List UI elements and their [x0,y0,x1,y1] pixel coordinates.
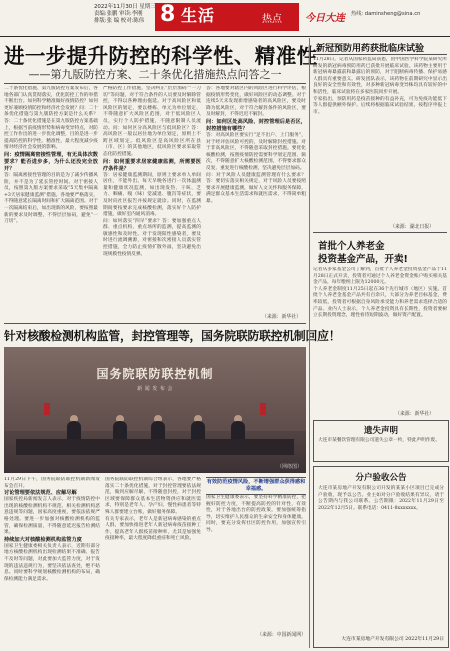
right-headline-1: 新冠预防用药获批临床试验 [316,44,425,54]
lead-body-5: 问：如何落实“四早”要求？答：要加强重点人群、重点机构、重点场所的监测，提高监测的敏感性和及时性。对于发现阳性感染者，要及时进行流调溯源，对密接和次密接人员落实管控措施，全力防止疫情扩散外溢，坚决避免出现规模性疫情反弹。 [103,218,201,257]
second-subhead-1: 讨论管理要依法规范、应解尽解 [4,490,77,497]
page-number: 8 [160,2,176,27]
second-intro: 11月29日下午，国务院联防联控机制新闻发布会召开。 [4,477,100,489]
speaker-figure [113,421,127,441]
lead-source: （来源：新华社） [262,314,302,320]
second-body-b: 国家卫生健康委相关负责人表示，近期有部分地方核酸检测机构出现检测结果不准确、报告不及时等问题，对此要加大监管力度，对于发现的违法违规行为，要坚决依法查处，绝不姑息。同时要科学规划核酸检测机构的布局，确保检测能力满足需求。 [4,543,100,582]
second-column-3 [206,477,306,649]
right-body-4: 个人养老金制度11月25日起在36个先行城市（地区）实施。首批个人养老金基金产品共有百余只，大部分为养老目标基金，费率较低，投资者可根据自身风险承受能力和养老需求选择合适的产品。业内人士表示，个人养老金投资具有长期性，投资者要树立长期投资理念，理性看待短期波动，做好资产配置。 [313,286,447,319]
layout-line: 排版:张 编 校对:陈伟 [94,18,145,24]
right-rule-1 [313,54,447,55]
lead-body-4: 答：居家健康监测期间，原则上要求单人单间居住，不能外出。每天早晚各进行一次体温测量和健康状况监测，如出现发热、干咳、乏力、咽痛、嗅（味）觉减退、腹泻等症状，要及时向社区报告并按规定就诊。同时，在监测期间要按要求完成核酸检测，落实好个人防护措施，做好室内通风消毒。 [103,172,201,218]
lead-question-1: 问：疫情隔离密接性管理，有无具体次数要求？能否进步多，为什么还没完全放开？ [4,151,98,172]
hotline: 热线: daminsheng@sina.cn [351,11,421,17]
section-name: 生活 [181,6,216,25]
editor-line: 责编:张鹏 审读:李刚 [94,11,143,17]
lead-subheadline: ——第九版防控方案、二十条优化措施热点问答之一 [28,68,282,81]
press-conference-photo [4,347,306,473]
right-rule-2 [313,232,447,233]
second-subhead-2: 持续加大对核酸检测机构监管力度 [4,536,82,543]
flag-icon [44,403,50,415]
flag-icon [260,403,266,415]
speaker-figure [191,421,205,441]
lead-body-3: 严格防控工作措施，坚决纠正“层层加码”“一刀切”等问题，对于符合条件的人员要及时解除管控，不得以各种理由拖延。对于高风险区和低风险区的划定，要以楼栋、单元为单位划定，不得随意扩大风险区范围，对于低风险区人员，实行个人防护措施，不随意限制人员流动。问：如何区分高风险区与低风险区？答：高风险区一般以居住地为单位划定，原则上不跨区域划定。低风险区是高风险区所在县（市、区）的其他地区，低风险区要求采取常态化防控措施。 [103,86,201,157]
page-header [0,0,450,37]
lead-column-3 [206,86,306,312]
second-column-1 [4,477,100,649]
right-source-1: （来源：湖北日报） [390,224,435,230]
lead-column-2 [103,86,201,321]
lost-notice-title: 遗失声明 [363,426,398,436]
lead-question-3: 问：如何区处高风险、封控管理后是否区，封控措施有哪些？ [206,118,306,132]
right-source-2: （来源：新华社） [395,411,435,417]
issue-date-info [94,4,156,25]
newspaper-logo [304,4,346,28]
second-highlight: 有效防范疫情风险，不断增强群众获得感和幸福感。 [206,477,306,495]
photo-backdrop-subtitle: 新 闻 发 布 会 [137,386,173,392]
speaker-figure [67,421,81,441]
photo-backdrop-title: 国务院联防联控机制 [96,367,214,381]
right-body-1: 11月28日，记者从国家药监局获悉，由中国医学科学院某研究所研发的新冠病毒预防用药已获批开展临床试验。该药物主要用于新冠病毒暴露前和暴露后的预防，对于阻断病毒传播、保护易感人群具有重要意义。研发团队表示，该药物在前期研究中显示出良好的安全性和有效性，对多种新冠病毒变异株均具有较好的中和活性，临床试验将在多家医院同步开展。 [313,57,447,95]
speaker-figure [231,421,245,441]
right-body-3: 记者从多家基金公司了解到，首批个人养老金投资基金产品于11月28日正式开卖，投资者可通过个人养老金资金账户购买相关基金产品，每年缴纳上限为12000元。 [313,267,447,286]
acceptance-notice-footer: 大连市某房地产开发有限公司 2022年11月29日 [341,636,444,642]
section-rule [4,323,306,324]
acceptance-notice-box [313,466,449,648]
section-tag: 热点 [262,14,282,25]
lead-body-1: 二十条优化措施、第九版防控方案发布后，各地各部门认真贯彻落实，优化防控工作的举措不断出台。如何科学精准做好疫情防控？如何更好兼顾疫情防控和经济社会发展？问：二十条优化措施与第九版防控方案是什么关系？答：二十条优化措施是在第九版防控方案基础上，根据当前疫情形势和病毒变异特点，对防控工作作出的进一步优化调整，目的是进一步提高防控的科学性、精准性，最大程度减少疫情对经济社会发展的影响。 [4,86,98,151]
acceptance-notice-title: 分户验收公告 [355,473,407,483]
column-divider [309,38,310,648]
right-headline-2b: 投资基金产品，开卖! [318,254,408,265]
speaker-figure [151,421,165,441]
logo-text: 今日大连 [305,13,345,24]
lead-headline: 进一步提升防控的科学性、精准性 [4,44,318,68]
second-body-d: 有关专家表示，老年人是新冠病毒感染的重点人群，要加快推进老年人新冠病毒疫苗接种工作，提高老年人群疫苗接种率，尤其是加强免疫接种率，最大程度降低重症和死亡风险。 [105,516,201,542]
second-headline: 针对核酸检测机构监管，封控管理等，国务院联防联控机制回应！ [4,329,341,343]
second-body-e: 国家卫生健康委表示，要坚持科学精准防控，把握好防控力度，不断提高防控的针对性、有效性，对于各地出台的防控政策，要加强统筹指导，切实维护人民群众的生命安全和身体健康。同时，要充分发挥社区防控作用，加强宣传引导。 [206,495,306,533]
second-body-a: 国家疾控局新闻发言人表示，对于疫情防控中出现的核酸检测机构不规范、相关检测机构恶意违规等问题，国家高度重视，要依法依规严格处理。要进一步加强对核酸检测机构的监管，确保检测质量，不得随意延迟报告检测结果。 [4,497,100,536]
second-body-c: 国务院联防联控机制综合组表示，各地要严格落实二十条优化措施，对于封控管理要依法规范，做到应解尽解，不得随意封控，对于封控区域要保障群众基本生活物资供应和就医需求，特别是老年人、孕产妇、慢性病患者等特殊人群要建立台账，做好服务保障。 [105,477,201,515]
acceptance-notice-body: 大连市某房地产开发有限公司开发的某某小区项目已完成分户验收，现予以公告。业主如对分户验收结果有异议，请于公告期内与我公司联系。公告期限：2022年11月29日至2022年12月5日。联系电话：0411-8xxxxxxx。 [318,486,444,511]
right-article-2-body [313,267,447,409]
second-column-2 [105,477,201,649]
lead-rule [4,83,306,84]
press-desk [16,439,294,455]
right-article-1-body [313,57,447,221]
lead-body-7: 答：对高风险区要实行“足不出户、上门服务”，对于经评估风险可控的，及时解除封控措施。对于非高风险区，不得随意采取封控措施。要优化核酸检测，按照疫情防控需要科学划定范围、频次，不得随意扩大核酸检测范围，不得要求群众反复、重复进行核酸检测，坚决避免层层加码。 [206,132,306,171]
lead-question-2: 问：如何重要求居家健康监测，所需要医疗条件是？ [103,158,201,172]
lost-notice-body: 大连市某餐饮管理有限公司遗失公章一枚，特此声明作废。 [318,438,440,443]
right-body-2: 专家指出，预防用药是疫苗接种的有益补充，可为免疫功能低下等人群提供额外保护。后续将根据临床试验结果，按程序申报上市。 [313,96,447,115]
issue-date: 2022年11月30日 星期三 [94,4,156,10]
lead-column-1 [4,86,98,321]
lead-body-6: 答：各地要对辖区内的风险区进行科学评估，根据疫情形势变化，做好风险区的动态调整。对于连续5天未发现新增感染者的高风险区，要及时降为低风险区，对于符合解封条件的风险区，要及时解封，不得迟迟不解封。 [206,86,306,118]
second-source: （来源：中国新闻网） [257,632,306,638]
right-headline-2a: 首批个人养老金 [318,241,385,252]
lead-body-2: 答：隔离密接性管理的目的是为了减少传播风险，并不是为了延长管控时间。对于密接人员，按照第九版方案要求采取“5天集中隔离+3天居家健康监测”措施。各地要严格落实，不得随意延长隔离时间和扩大隔离范围。对于一次隔离结束后，如出现新的风险，要按照最新的要求及时调整，不得层层加码，避免“一刀切”。 [4,172,98,225]
lost-notice-box [313,420,449,462]
lead-body-8: 问：对于风险人员健康监测管理有什么要求？答：要切实落实相关规定，对于风险人员要按照要求开展健康监测，做好人文关怀和服务保障，满足群众基本生活需求和就医需求，不得简单粗暴。 [206,172,306,204]
photo-credit: （网络图） [276,464,302,470]
